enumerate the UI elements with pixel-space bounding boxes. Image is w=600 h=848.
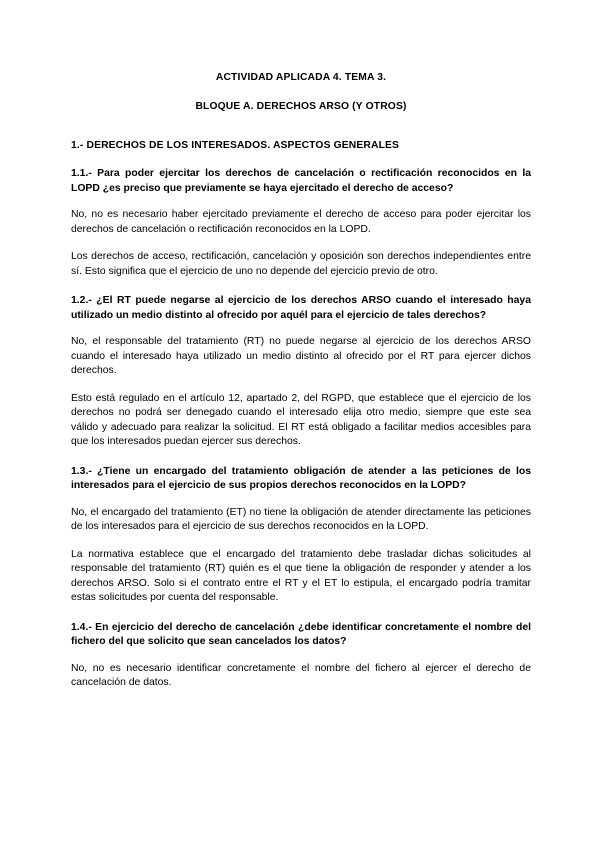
section-heading: 1.- DERECHOS DE LOS INTERESADOS. ASPECTOS GENERALES [71,140,400,151]
question-1-4: 1.4.- En ejercicio del derecho de cancelación ¿debe identificar concretamente el nombre del fichero del que solicito que sean cancelados los datos? [71,621,531,647]
answer-paragraph: No, el encargado del tratamiento (ET) no tiene la obligación de atender directamente las peticiones de los interesados para el ejercicio de sus derechos reconocidos en la LOPD. [71,506,531,532]
answer-paragraph: No, el responsable del tratamiento (RT) no puede negarse al ejercicio de los derechos ARSO cuando el interesado haya utilizado un medio distinto al ofrecido por el RT para ejercer dichos derechos. [71,336,531,376]
document-content [71,71,531,704]
answer-paragraph: No, no es necesario identificar concretamente el nombre del fichero al ejercer el derecho de cancelación de datos. [71,662,531,688]
document-title: ACTIVIDAD APLICADA 4. TEMA 3. [215,72,387,83]
answer-paragraph: Los derechos de acceso, rectificación, cancelación y oposición son derechos independientes entre sí. Esto significa que el ejercicio de uno no depende del ejercicio previo de otro. [71,251,531,277]
answer-paragraph: Esto está regulado en el artículo 12, apartado 2, del RGPD, que establece que el ejercicio de los derechos no podrá ser denegado cuando el interesado elija otro medio, siempre que este sea válido y adecuado para realizar la solicitud. El RT está obligado a facilitar medios accesibles para que los interesados puedan ejercer sus derechos. [71,392,531,447]
question-1-3: 1.3.- ¿Tiene un encargado del tratamiento obligación de atender a las peticiones de los interesados para el ejercicio de sus propios derechos reconocidos en la LOPD? [71,465,531,491]
question-1-2: 1.2.- ¿El RT puede negarse al ejercicio de los derechos ARSO cuando el interesado haya utilizado un medio distinto al ofrecido por aquél para el ejercicio de tales derechos? [71,295,531,321]
question-1-1: 1.1.- Para poder ejercitar los derechos de cancelación o rectificación reconocidos en la LOPD ¿es preciso que previamente se haya ejercitado el derecho de acceso? [71,168,531,194]
answer-paragraph: No, no es necesario haber ejercitado previamente el derecho de acceso para poder ejercitar los derechos de cancelación o rectificación reconocidos en la LOPD. [71,209,531,235]
answer-paragraph: La normativa establece que el encargado del tratamiento debe trasladar dichas solicitudes al responsable del tratamiento (RT) quién es el que tiene la obligación de responder y atender a los derechos ARSO. Solo si el contrato entre el RT y el ET lo estipula, el encargado podría tramitar estas solicitudes por cuenta del responsable. [71,548,531,603]
document-subtitle: BLOQUE A. DERECHOS ARSO (Y OTROS) [195,101,407,112]
